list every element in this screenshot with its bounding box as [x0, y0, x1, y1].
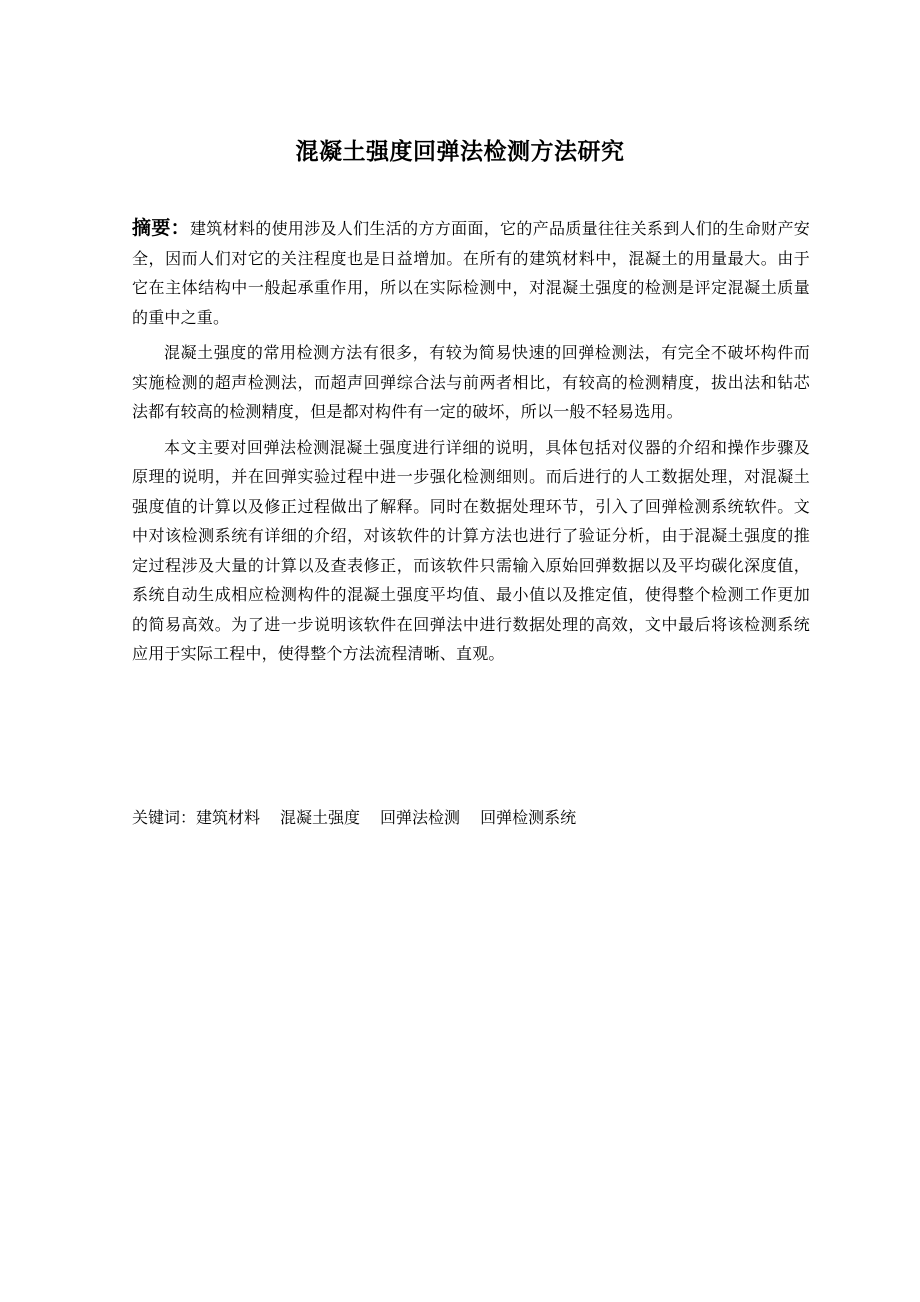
abstract-paragraph-1 — [132, 214, 810, 332]
abstract-label: 摘要： — [132, 217, 190, 239]
keyword: 回弹检测系统 — [480, 808, 577, 827]
keywords-line — [132, 804, 810, 832]
keyword: 混凝土强度 — [280, 808, 361, 827]
keywords-label: 关键词： — [132, 808, 197, 827]
abstract-paragraph-2: 混凝土强度的常用检测方法有很多，有较为简易快速的回弹检测法，有完全不破坏构件而实施检测的超声检测法，而超声回弹综合法与前两者相比，有较高的检测精度，拔出法和钻芯法都有较高的检测精度，但是都对构件有一定的破坏，所以一般不轻易选用。 — [132, 343, 810, 421]
keyword: 回弹法检测 — [380, 808, 461, 827]
keyword: 建筑材料 — [196, 808, 261, 827]
abstract-paragraph-3: 本文主要对回弹法检测混凝土强度进行详细的说明，具体包括对仪器的介绍和操作步骤及原理的说明，并在回弹实验过程中进一步强化检测细则。而后进行的人工数据处理，对混凝土强度值的计算以及修正过程做出了解释。同时在数据处理环节，引入了回弹检测系统软件。文中对该检测系统有详细的介绍，对该软件的计算方法也进行了验证分析，由于混凝土强度的推定过程涉及大量的计算以及查表修正，而该软件只需输入原始回弹数据以及平均碳化深度值，系统自动生成相应检测构件的混凝土强度平均值、最小值以及推定值，使得整个检测工作更加的简易高效。为了进一步说明该软件在回弹法中进行数据处理的高效，文中最后将该检测系统应用于实际工程中，使得整个方法流程清晰、直观。 — [132, 437, 810, 663]
abstract-paragraph-1-text: 建筑材料的使用涉及人们生活的方方面面，它的产品质量往往关系到人们的生命财产安全，因而人们对它的关注程度也是日益增加。在所有的建筑材料中，混凝土的用量最大。由于它在主体结构中一般起承重作用，所以在实际检测中，对混凝土强度的检测是评定混凝土质量的重中之重。 — [132, 219, 810, 327]
abstract-body — [132, 214, 810, 669]
page-title: 混凝土强度回弹法检测方法研究 — [295, 139, 625, 165]
